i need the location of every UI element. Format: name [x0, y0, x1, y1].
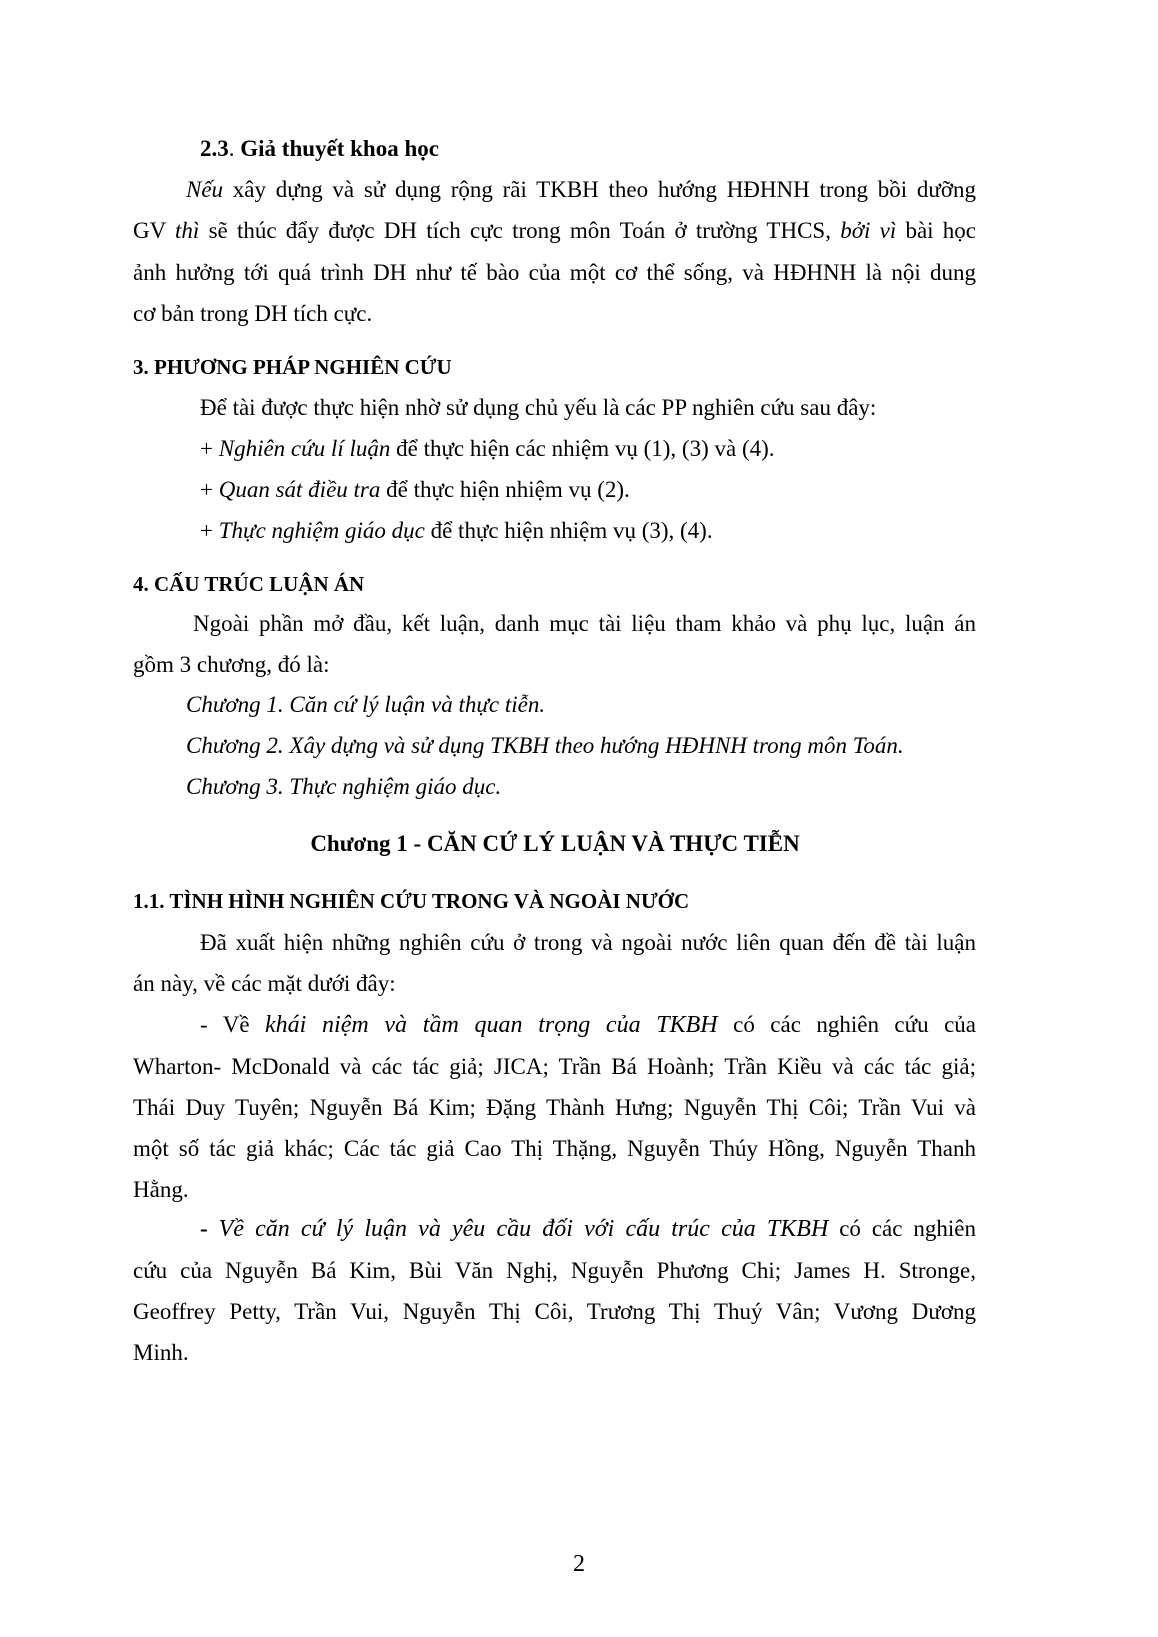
method-item: + Quan sát điều tra để thực hiện nhiệm vụ (2).	[200, 477, 630, 502]
paragraph-line: Nếu xây dựng và sử dụng rộng rãi TKBH theo hướng HĐHNH trong bồi dưỡng	[186, 177, 976, 202]
paragraph-line: Thái Duy Tuyên; Nguyễn Bá Kim; Đặng Thành Hưng; Nguyễn Thị Côi; Trần Vui và	[133, 1095, 976, 1120]
method-item: + Thực nghiệm giáo dục để thực hiện nhiệm vụ (3), (4).	[200, 518, 713, 543]
method-item: + Nghiên cứu lí luận để thực hiện các nhiệm vụ (1), (3) và (4).	[200, 436, 775, 461]
chapter-list-item: Chương 3. Thực nghiệm giáo dục.	[186, 774, 502, 799]
page-number: 2	[573, 1551, 585, 1577]
paragraph-line: Ngoài phần mở đầu, kết luận, danh mục tài liệu tham khảo và phụ lục, luận án	[193, 611, 976, 636]
section-4-heading: 4. CẤU TRÚC LUẬN ÁN	[133, 572, 365, 596]
chapter-list-item: Chương 2. Xây dựng và sử dụng TKBH theo hướng HĐHNH trong môn Toán.	[186, 733, 904, 758]
paragraph-line: - Về khái niệm và tầm quan trọng của TKBH có các nghiên cứu của	[200, 1012, 976, 1038]
paragraph-line: ảnh hưởng tới quá trình DH như tế bào của một cơ thể sống, và HĐHNH là nội dung	[133, 260, 976, 285]
paragraph-line: - Về căn cứ lý luận và yêu cầu đối với cấu trúc của TKBH có các nghiên	[200, 1216, 976, 1242]
paragraph-line: gồm 3 chương, đó là:	[133, 652, 330, 677]
section-3-heading: 3. PHƯƠNG PHÁP NGHIÊN CỨU	[133, 355, 452, 379]
paragraph-line: Hằng.	[133, 1177, 189, 1202]
section-2-3-heading: 2.3. Giả thuyết khoa học	[200, 136, 439, 161]
section-1-1-heading: 1.1. TÌNH HÌNH NGHIÊN CỨU TRONG VÀ NGOÀI NƯỚC	[133, 889, 690, 913]
paragraph-line: Để tài được thực hiện nhờ sử dụng chủ yếu là các PP nghiên cứu sau đây:	[200, 395, 877, 420]
paragraph-line: Wharton- McDonald và các tác giả; JICA; Trần Bá Hoành; Trần Kiều và các tác giả;	[133, 1054, 976, 1079]
paragraph-line: Geoffrey Petty, Trần Vui, Nguyễn Thị Côi, Trương Thị Thuý Vân; Vương Dương	[133, 1299, 976, 1324]
paragraph-line: cứu của Nguyễn Bá Kim, Bùi Văn Nghị, Nguyễn Phương Chi; James H. Stronge,	[133, 1258, 976, 1283]
chapter-list-item: Chương 1. Căn cứ lý luận và thực tiễn.	[186, 692, 546, 717]
paragraph-line: cơ bản trong DH tích cực.	[133, 301, 373, 326]
paragraph-line: một số tác giả khác; Các tác giả Cao Thị Thặng, Nguyễn Thúy Hồng, Nguyễn Thanh	[133, 1136, 976, 1161]
chapter-1-title: Chương 1 - CĂN CỨ LÝ LUẬN VÀ THỰC TIỄN	[310, 831, 800, 856]
paragraph-line: án này, về các mặt dưới đây:	[133, 971, 396, 996]
paragraph-line: Đã xuất hiện những nghiên cứu ở trong và ngoài nước liên quan đến đề tài luận	[200, 930, 976, 955]
paragraph-line: GV thì sẽ thúc đẩy được DH tích cực trong môn Toán ở trường THCS, bởi vì bài học	[133, 218, 977, 243]
paragraph-line: Minh.	[133, 1340, 189, 1365]
